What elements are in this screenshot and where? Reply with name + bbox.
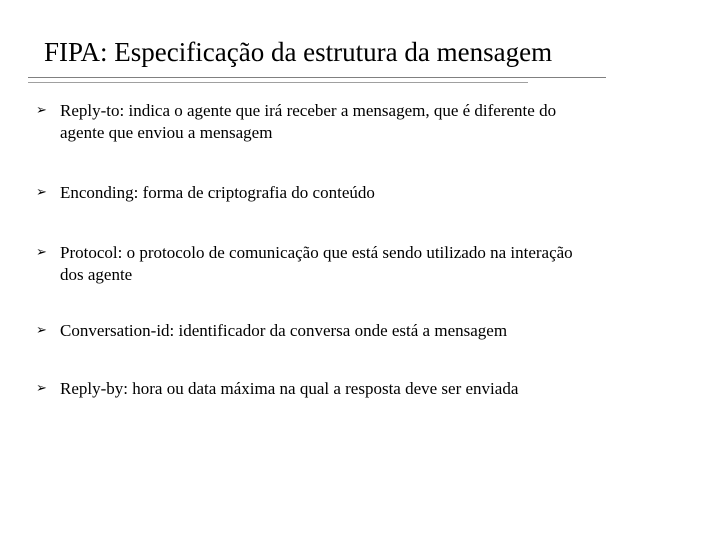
bullet-text: Reply-to: indica o agente que irá receber a mensagem, que é diferente do agente que enviou a mensagem: [60, 101, 557, 142]
bullet-text: Enconding: forma de criptografia do conteúdo: [60, 183, 375, 202]
bullet-item-protocol: [36, 242, 676, 286]
title-divider-secondary: [28, 82, 528, 83]
bullet-item-reply-to: [36, 100, 676, 144]
arrow-bullet-icon: ➢: [36, 185, 47, 200]
arrow-bullet-icon: ➢: [36, 103, 47, 118]
arrow-bullet-icon: ➢: [36, 245, 47, 260]
bullet-text: Protocol: o protocolo de comunicação que está sendo utilizado na interação dos agente: [60, 243, 573, 284]
bullet-text: Reply-by: hora ou data máxima na qual a resposta deve ser enviada: [60, 379, 519, 398]
title-divider: [28, 77, 606, 78]
bullet-item-conversation-id: [36, 320, 676, 342]
bullet-item-reply-by: [36, 378, 676, 400]
arrow-bullet-icon: ➢: [36, 323, 47, 338]
slide-title: FIPA: Especificação da estrutura da mensagem: [44, 37, 553, 67]
arrow-bullet-icon: ➢: [36, 381, 47, 396]
bullet-text: Conversation-id: identificador da conversa onde está a mensagem: [60, 321, 508, 340]
bullet-item-encoding: [36, 182, 676, 204]
